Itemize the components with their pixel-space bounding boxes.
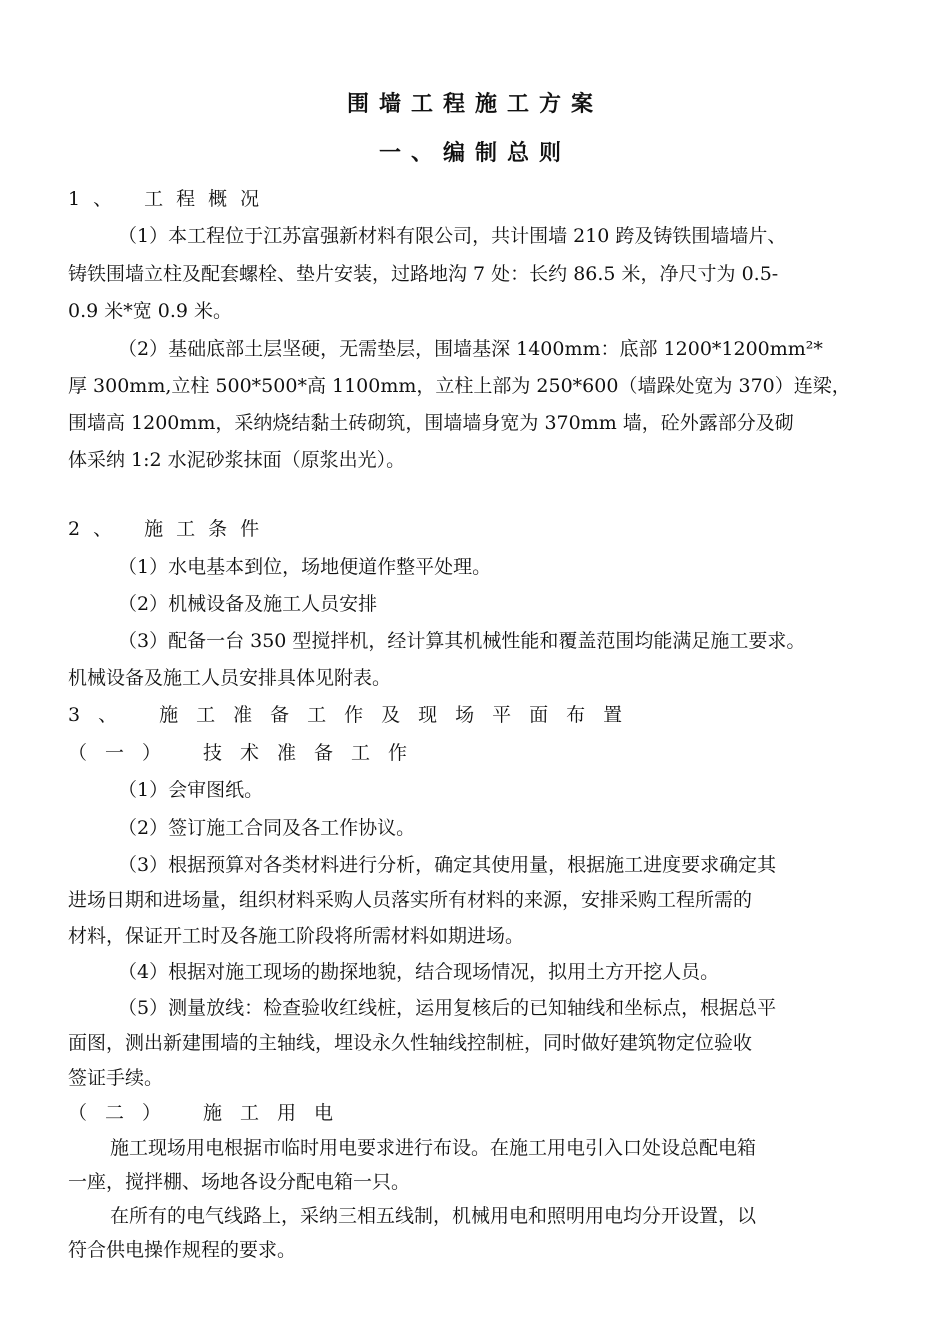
paragraph-line: 符合供电操作规程的要求。 — [68, 1239, 297, 1261]
subheading-3-1: （一） 技术准备工作 — [68, 742, 426, 764]
paragraph-line: 0.9 米*宽 0.9 米。 — [68, 300, 233, 322]
paragraph-line: （1）水电基本到位，场地便道作整平处理。 — [118, 556, 492, 578]
paragraph-line: 签证手续。 — [68, 1067, 164, 1089]
section-heading: 一、编制总则 — [378, 140, 571, 166]
paragraph-line: 围墙高 1200mm，采纳烧结黏土砖砌筑，围墙墙身宽为 370mm 墙，砼外露部分及砌 — [68, 412, 794, 434]
paragraph-line: （2）签订施工合同及各工作协议。 — [118, 817, 416, 839]
paragraph-line: 在所有的电气线路上，采纳三相五线制，机械用电和照明用电均分开设置，以 — [110, 1205, 757, 1227]
paragraph-line: （5）测量放线：检查验收红线桩，运用复核后的已知轴线和坐标点，根据总平 — [118, 997, 777, 1019]
heading-3: 3、 施工准备工作及现场平面布置 — [68, 704, 641, 726]
paragraph-line: 面图，测出新建围墙的主轴线，埋设永久性轴线控制桩，同时做好建筑物定位验收 — [68, 1032, 753, 1054]
paragraph-line: （1）本工程位于江苏富强新材料有限公司，共计围墙 210 跨及铸铁围墙墙片、 — [118, 225, 787, 247]
paragraph-line: （1）会审图纸。 — [118, 779, 264, 801]
paragraph-line: 铸铁围墙立柱及配套螺栓、垫片安装，过路地沟 7 处：长约 86.5 米，净尺寸为 0.5- — [68, 263, 779, 285]
paragraph-line: 进场日期和进场量，组织材料采购人员落实所有材料的来源，安排采购工程所需的 — [68, 889, 753, 911]
paragraph-line: （3）配备一台 350 型搅拌机，经计算其机械性能和覆盖范围均能满足施工要求。 — [118, 630, 806, 652]
heading-2: 2、 施工条件 — [68, 518, 273, 540]
paragraph-line: 机械设备及施工人员安排具体见附表。 — [68, 667, 392, 689]
paragraph-line: 体采纳 1:2 水泥砂浆抹面（原浆出光）。 — [68, 449, 406, 471]
paragraph-line: 材料，保证开工时及各施工阶段将所需材料如期进场。 — [68, 925, 525, 947]
document-title: 围墙工程施工方案 — [346, 91, 603, 117]
heading-1: 1、 工程概况 — [68, 188, 273, 210]
paragraph-line: 施工现场用电根据市临时用电要求进行布设。在施工用电引入口处设总配电箱 — [110, 1137, 757, 1159]
paragraph-line: （3）根据预算对各类材料进行分析，确定其使用量，根据施工进度要求确定其 — [118, 854, 777, 876]
subheading-3-2: （二） 施工用电 — [68, 1102, 352, 1124]
paragraph-line: （2）基础底部土层坚硬，无需垫层，围墙基深 1400mm：底部 1200*1200mm²* — [118, 338, 823, 360]
paragraph-line: （2）机械设备及施工人员安排 — [118, 593, 378, 615]
paragraph-line: 厚 300mm,立柱 500*500*高 1100mm，立柱上部为 250*600（墙跺处宽为 370）连梁， — [68, 375, 851, 397]
paragraph-line: 一座，搅拌棚、场地各设分配电箱一只。 — [68, 1171, 411, 1193]
paragraph-line: （4）根据对施工现场的勘探地貌，结合现场情况，拟用土方开挖人员。 — [118, 961, 720, 983]
